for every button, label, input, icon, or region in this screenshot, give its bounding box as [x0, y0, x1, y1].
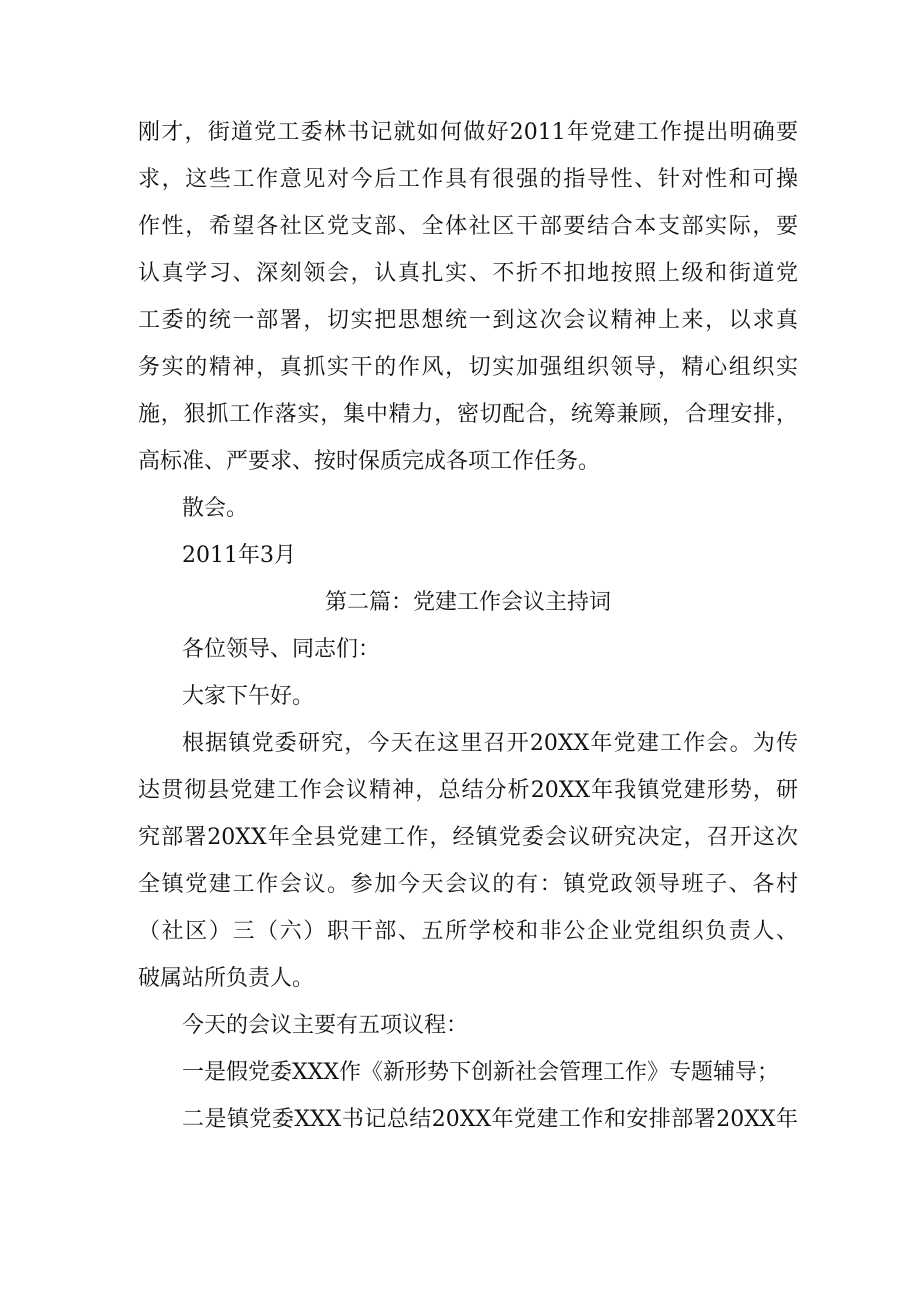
document-body [138, 109, 798, 1143]
text-line: 务实的精神，真抓实干的作风，切实加强组织领导，精心组织实 [138, 355, 798, 380]
text-line: 认真学习、深刻领会，认真扎实、不折不扣地按照上级和街道党 [138, 261, 798, 286]
text-line: 刚才，街道党工委林书记就如何做好2011年党建工作提出明确要 [138, 120, 798, 145]
paragraph-remarks [138, 109, 798, 485]
text-line: 求，这些工作意见对今后工作具有很强的指导性、针对性和可操 [138, 167, 798, 192]
paragraph-meeting-purpose [138, 720, 798, 1002]
text-line: 高标准、严要求、按时保质完成各项工作任务。 [138, 449, 601, 474]
text-line: 工委的统一部署，切实把思想统一到这次会议精神上来，以求真 [138, 308, 798, 333]
salutation-text: 大家下午好。 [182, 684, 315, 709]
text-line: （社区）三（六）职干部、五所学校和非公企业党组织负责人、 [138, 919, 798, 944]
text-line: 作性，希望各社区党支部、全体社区干部要结合本支部实际，要 [138, 214, 798, 239]
closing-text: 散会。 [182, 496, 249, 521]
agenda-item: 一是假党委XXX作《新形势下创新社会管理工作》专题辅导； [182, 1060, 779, 1085]
date-text: 2011年3月 [182, 543, 296, 568]
text-line: 全镇党建工作会议。参加今天会议的有：镇党政领导班子、各村 [138, 872, 798, 897]
agenda-item: 二是镇党委XXX书记总结20XX年党建工作和安排部署20XX年 [182, 1107, 798, 1132]
greeting-text: 各位领导、同志们： [182, 637, 381, 662]
text-line: 究部署20XX年全县党建工作，经镇党委会议研究决定，召开这次 [138, 825, 798, 850]
text-line: 达贯彻县党建工作会议精神，总结分析20XX年我镇党建形势，研 [138, 778, 798, 803]
section-title: 第二篇：党建工作会议主持词 [324, 590, 611, 615]
text-line: 施，狠抓工作落实，集中精力，密切配合，统筹兼顾，合理安排， [138, 402, 798, 427]
text-line: 破属站所负责人。 [138, 966, 315, 991]
agenda-intro: 今天的会议主要有五项议程： [182, 1013, 469, 1038]
text-line: 根据镇党委研究，今天在这里召开20XX年党建工作会。为传 [182, 731, 798, 756]
